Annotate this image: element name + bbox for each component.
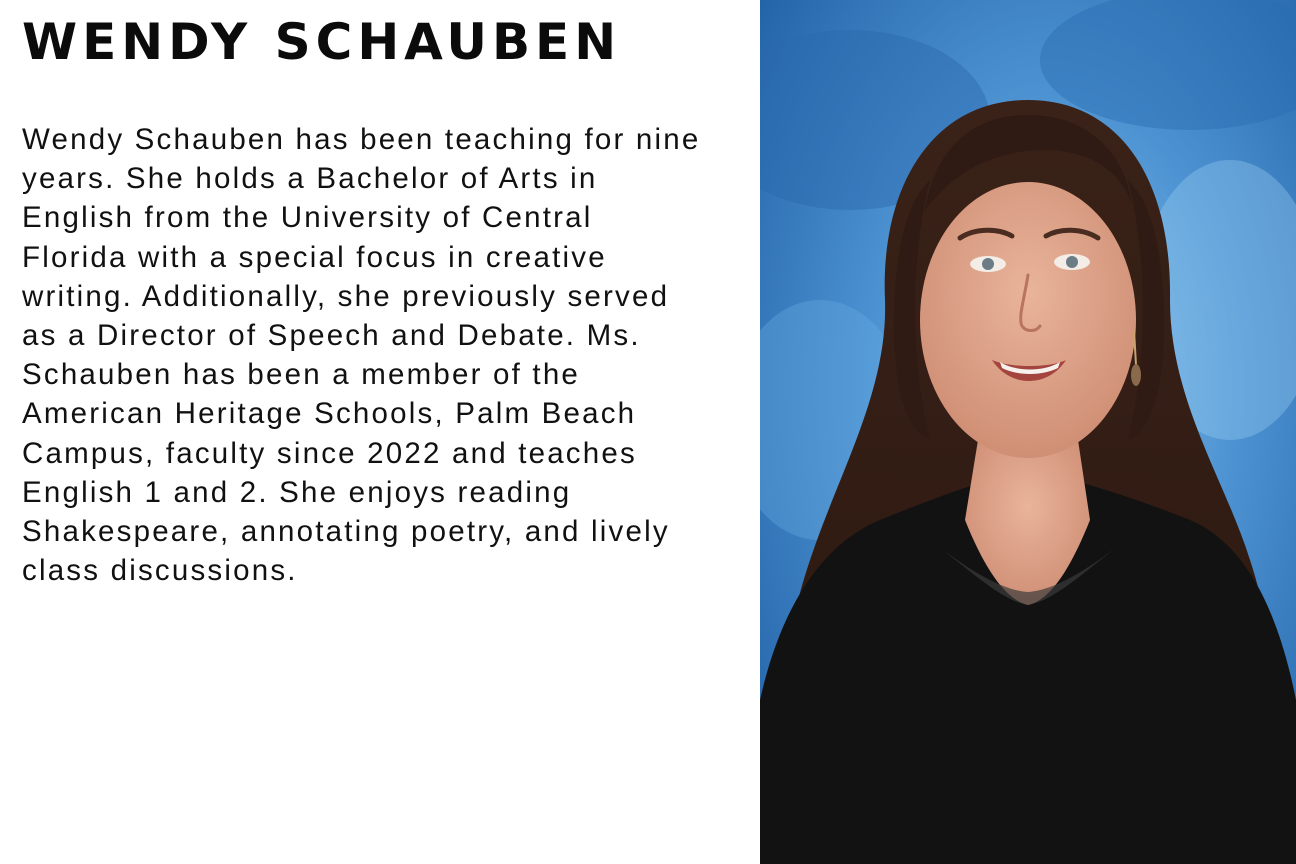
bio-line: Florida with a special focus in creative xyxy=(22,240,607,274)
bio-line: years. She holds a Bachelor of Arts in xyxy=(22,162,598,196)
right-iris xyxy=(1066,256,1078,268)
bio-line: Schauben has been a member of the xyxy=(22,358,581,392)
left-iris xyxy=(982,258,994,270)
portrait-photo xyxy=(760,0,1296,864)
portrait-illustration xyxy=(760,0,1296,864)
bio-line: American Heritage Schools, Palm Beach xyxy=(22,397,637,431)
bio-line: Shakespeare, annotating poetry, and lively xyxy=(22,515,670,549)
bio-line: writing. Additionally, she previously served xyxy=(22,279,670,313)
teacher-name-heading: WENDY SCHAUBEN xyxy=(22,13,622,71)
face xyxy=(920,182,1136,458)
bio-line: class discussions. xyxy=(22,554,298,588)
earring-drop xyxy=(1131,364,1141,386)
bio-line: Campus, faculty since 2022 and teaches xyxy=(22,436,637,470)
bio-line: English 1 and 2. She enjoys reading xyxy=(22,475,572,509)
bio-paragraph xyxy=(22,120,752,590)
bio-line: as a Director of Speech and Debate. Ms. xyxy=(22,319,641,353)
bio-line: English from the University of Central xyxy=(22,201,593,235)
bio-line: Wendy Schauben has been teaching for nine xyxy=(22,123,701,156)
